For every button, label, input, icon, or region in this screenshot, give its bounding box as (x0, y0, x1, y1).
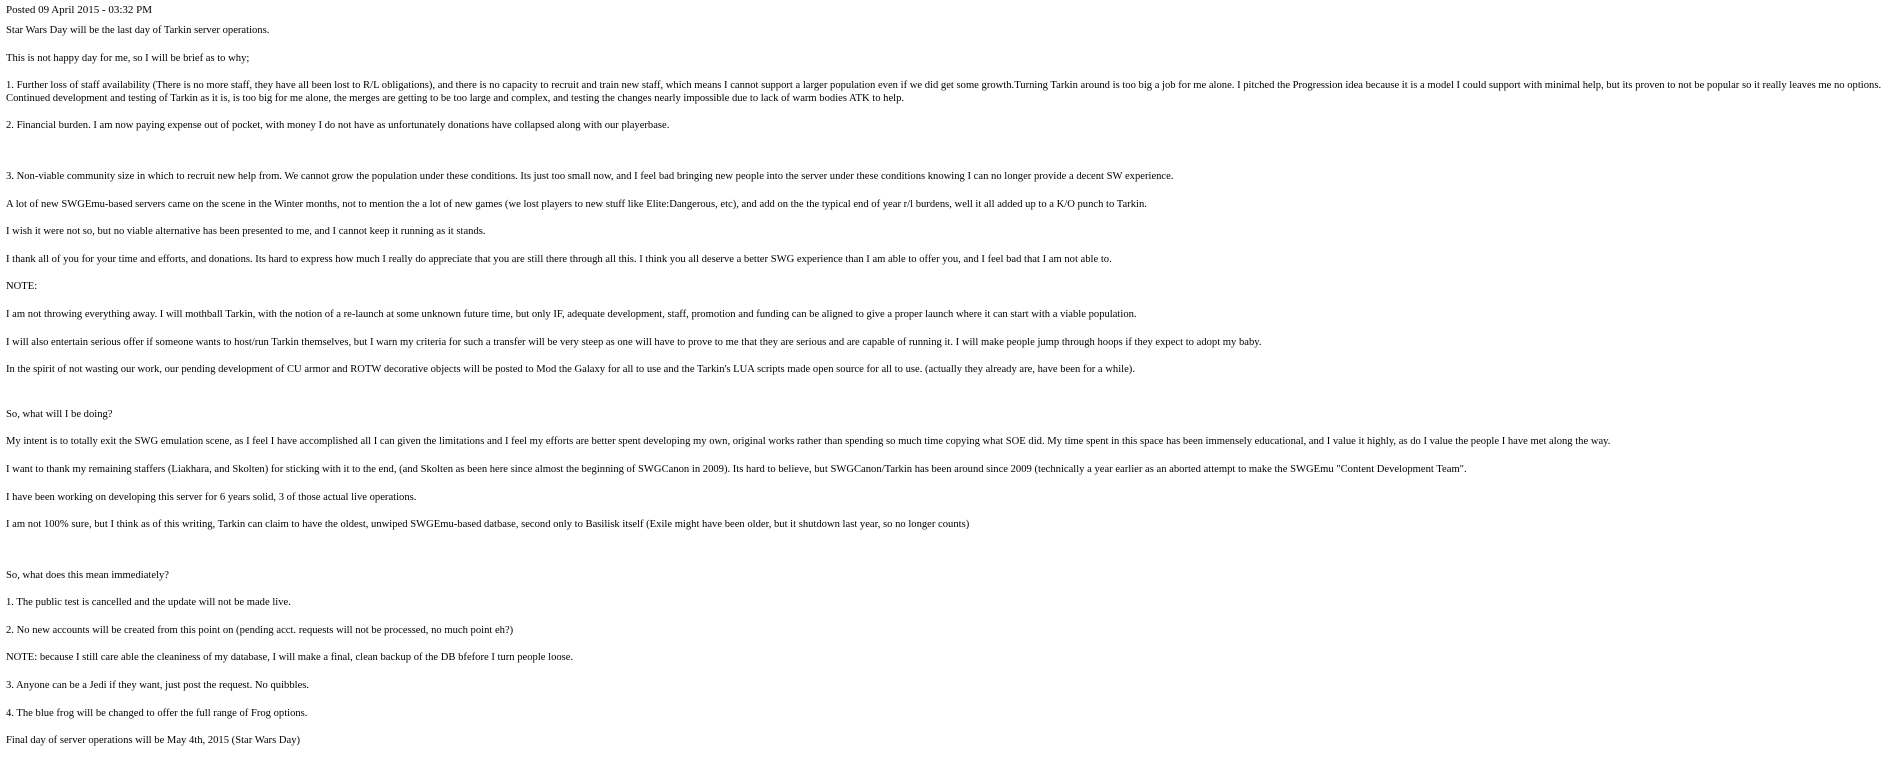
post-paragraph-reason-1: 1. Further loss of staff availability (There is no more staff, they have all been lost to R/L obligations), and there is no capacity to recruit and train new staff, which means I cannot support a larger population even if we did get some growth.Turning Tarkin around is too big a job for me alone. I pitched the Progression idea because it is a model I could support with minimal help, but its proven to not be popular so it really leaves me no options. Continued development and testing of Tarkin as it is, is too big for me alone, the merges are getting to be too large and complex, and testing the changes nearly impossible due to lack of warm bodies ATK to help. (6, 80, 1882, 104)
post-paragraph-six-years: I have been working on developing this server for 6 years solid, 3 of those actual live operations. (6, 491, 417, 503)
post-paragraph-no-alternative: I wish it were not so, but no viable alternative has been presented to me, and I cannot keep it running as it stands. (6, 226, 486, 238)
post-paragraph-item-1: 1. The public test is cancelled and the update will not be made live. (6, 597, 291, 609)
post-paragraph-item-2: 2. No new accounts will be created from this point on (pending acct. requests will not be processed, no much point eh?) (6, 624, 514, 636)
forum-post (6, 0, 1901, 748)
post-paragraph-mothball: I am not throwing everything away. I will mothball Tarkin, with the notion of a re-launch at some unknown future time, but only IF, adequate development, staff, promotion and funding can be aligned to give a proper launch where it can start with a viable population. (6, 308, 1137, 320)
post-paragraph-intro: Star Wars Day will be the last day of Tarkin server operations. (6, 25, 270, 36)
post-paragraph-reason-3: 3. Non-viable community size in which to recruit new help from. We cannot grow the population under these conditions. Its just too small now, and I feel bad bringing new people into the server under these conditions knowing I can no longer provide a decent SW experience. (6, 170, 1174, 182)
post-paragraph-new-servers: A lot of new SWGEmu-based servers came on the scene in the Winter months, not to mention the a lot of new games (we lost players to new stuff like Elite:Dangerous, etc), and add on the the typical end of year r/l burdens, well it all added up to a K/O punch to Tarkin. (6, 198, 1147, 210)
post-paragraph-open-source: In the spirit of not wasting our work, our pending development of CU armor and ROTW decorative objects will be posted to Mod the Galaxy for all to use and the Tarkin's LUA scripts made open source for all to use. (actually they already are, have been for a while). (6, 364, 1135, 376)
post-paragraph-brief: This is not happy day for me, so I will be brief as to why; (6, 52, 250, 64)
post-paragraph-note-heading: NOTE: (6, 281, 38, 293)
post-paragraph-immediate: So, what does this mean immediately? (6, 569, 169, 581)
post-paragraph-thanks: I thank all of you for your time and efforts, and donations. Its hard to express how much I really do appreciate that you are still there through all this. I think you all deserve a better SWG experience than I am able to offer you, and I feel bad that I am not able to. (6, 253, 1112, 265)
post-paragraph-intent: My intent is to totally exit the SWG emulation scene, as I feel I have accomplished all I can given the limitations and I feel my efforts are better spent developing my own, original works rather than spending so much time copying what SOE did. My time spent in this space has been immensely educational, and I value it highly, as do I value the people I have met along the way. (6, 436, 1611, 448)
post-paragraph-what-next: So, what will I be doing? (6, 408, 113, 420)
post-paragraph-staff-thanks: I want to thank my remaining staffers (Liakhara, and Skolten) for sticking with it to the end, (and Skolten as been here since almost the beginning of SWGCanon in 2009). Its hard to believe, but SWGCanon/Tarkin has been around since 2009 (technically a year earlier as an aborted attempt to make the SWGEmu "Content Development Team". (6, 463, 1467, 475)
post-paragraph-item-4: 4. The blue frog will be changed to offer the full range of Frog options. (6, 707, 308, 719)
post-paragraph-reason-2: 2. Financial burden. I am now paying expense out of pocket, with money I do not have as unfortunately donations have collapsed along with our playerbase. (6, 120, 670, 132)
post-paragraph-transfer: I will also entertain serious offer if someone wants to host/run Tarkin themselves, but I warn my criteria for such a transfer will be very steep as one will have to prove to me that they are serious and are capable of running it. I will make people jump through hoops if they expect to adopt my baby. (6, 336, 1262, 348)
post-paragraph-final-day: Final day of server operations will be May 4th, 2015 (Star Wars Day) (6, 735, 301, 747)
post-date: Posted 09 April 2015 - 03:32 PM (6, 4, 153, 16)
post-paragraph-item-3: 3. Anyone can be a Jedi if they want, just post the request. No quibbles. (6, 680, 310, 692)
post-paragraph-oldest-db: I am not 100% sure, but I think as of this writing, Tarkin can claim to have the oldest, unwiped SWGEmu-based datbase, second only to Basilisk itself (Exile might have been older, but it shutdown last year, so no longer counts) (6, 519, 970, 531)
spacer (6, 148, 1901, 171)
spacer (6, 392, 1901, 409)
spacer (6, 547, 1901, 570)
post-paragraph-backup-note: NOTE: because I still care able the cleaniness of my database, I will make a final, clean backup of the DB bfefore I turn people loose. (6, 652, 574, 664)
